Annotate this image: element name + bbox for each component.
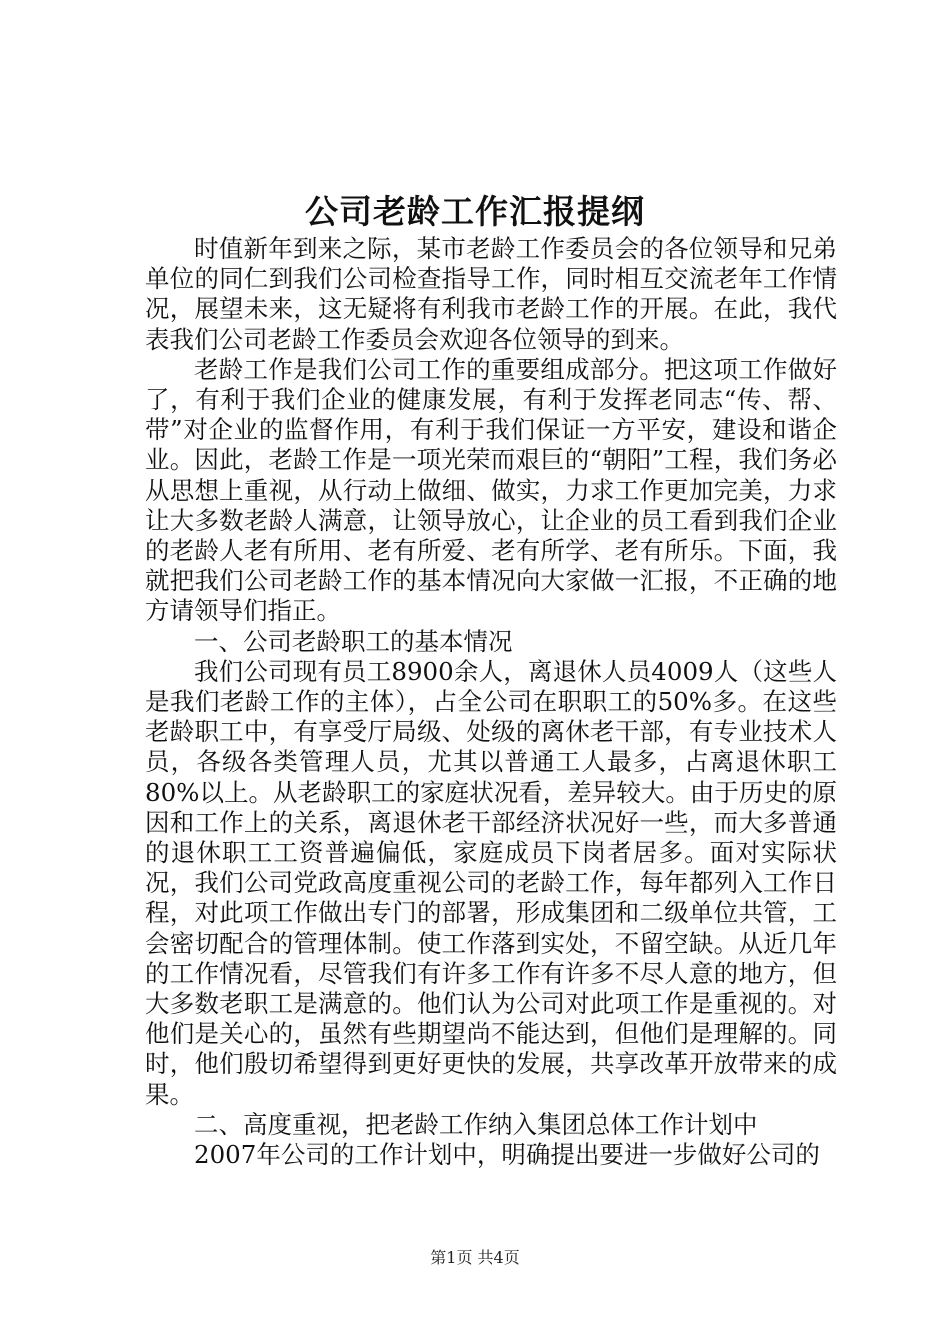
page-number-footer: 第1页 共4页: [430, 1248, 520, 1267]
document-body: [145, 234, 837, 1170]
section-heading-basic-situation: 一、公司老龄职工的基本情况: [194, 626, 513, 656]
section-heading-high-priority: 二、高度重视，把老龄工作纳入集团总体工作计划中: [194, 1109, 758, 1139]
paragraph-intro: 时值新年到来之际，某市老龄工作委员会的各位领导和兄弟单位的同仁到我们公司检查指导工作，同时相互交流老年工作情况，展望未来，这无疑将有利我市老龄工作的开展。在此，我代表我们公司老龄工作委员会欢迎各位领导的到来。: [145, 234, 837, 354]
paragraph-work-plan: 2007年公司的工作计划中，明确提出要进一步做好公司的: [194, 1140, 820, 1170]
paragraph-importance: 老龄工作是我们公司工作的重要组成部分。把这项工作做好了，有利于我们企业的健康发展，有利于发挥老同志“传、帮、带”对企业的监督作用，有利于我们保证一方平安，建设和谐企业。因此，老龄工作是一项光荣而艰巨的“朝阳”工程，我们务必从思想上重视，从行动上做细、做实，力求工作更加完美，力求让大多数老龄人满意，让领导放心，让企业的员工看到我们企业的老龄人老有所用、老有所爱、老有所学、老有所乐。下面，我就把我们公司老龄工作的基本情况向大家做一汇报，不正确的地方请领导们指正。: [145, 354, 837, 626]
document-title: 公司老龄工作汇报提纲: [305, 192, 645, 231]
paragraph-basic-situation: 我们公司现有员工8900余人，离退休人员4009人（这些人是我们老龄工作的主体），占全公司在职职工的50%多。在这些老龄职工中，有享受厅局级、处级的离休老干部，有专业技术人员，各级各类管理人员，尤其以普通工人最多，占离退休职工80%以上。从老龄职工的家庭状况看，差异较大。由于历史的原因和工作上的关系，离退休老干部经济状况好一些，而大多普通的退休职工工资普遍偏低，家庭成员下岗者居多。面对实际状况，我们公司党政高度重视公司的老龄工作，每年都列入工作日程，对此项工作做出专门的部署，形成集团和二级单位共管，工会密切配合的管理体制。使工作落到实处，不留空缺。从近几年的工作情况看，尽管我们有许多工作有许多不尽人意的地方，但大多数老职工是满意的。他们认为公司对此项工作是重视的。对他们是关心的，虽然有些期望尚不能达到，但他们是理解的。同时，他们殷切希望得到更好更快的发展，共享改革开放带来的成果。: [145, 656, 837, 1109]
